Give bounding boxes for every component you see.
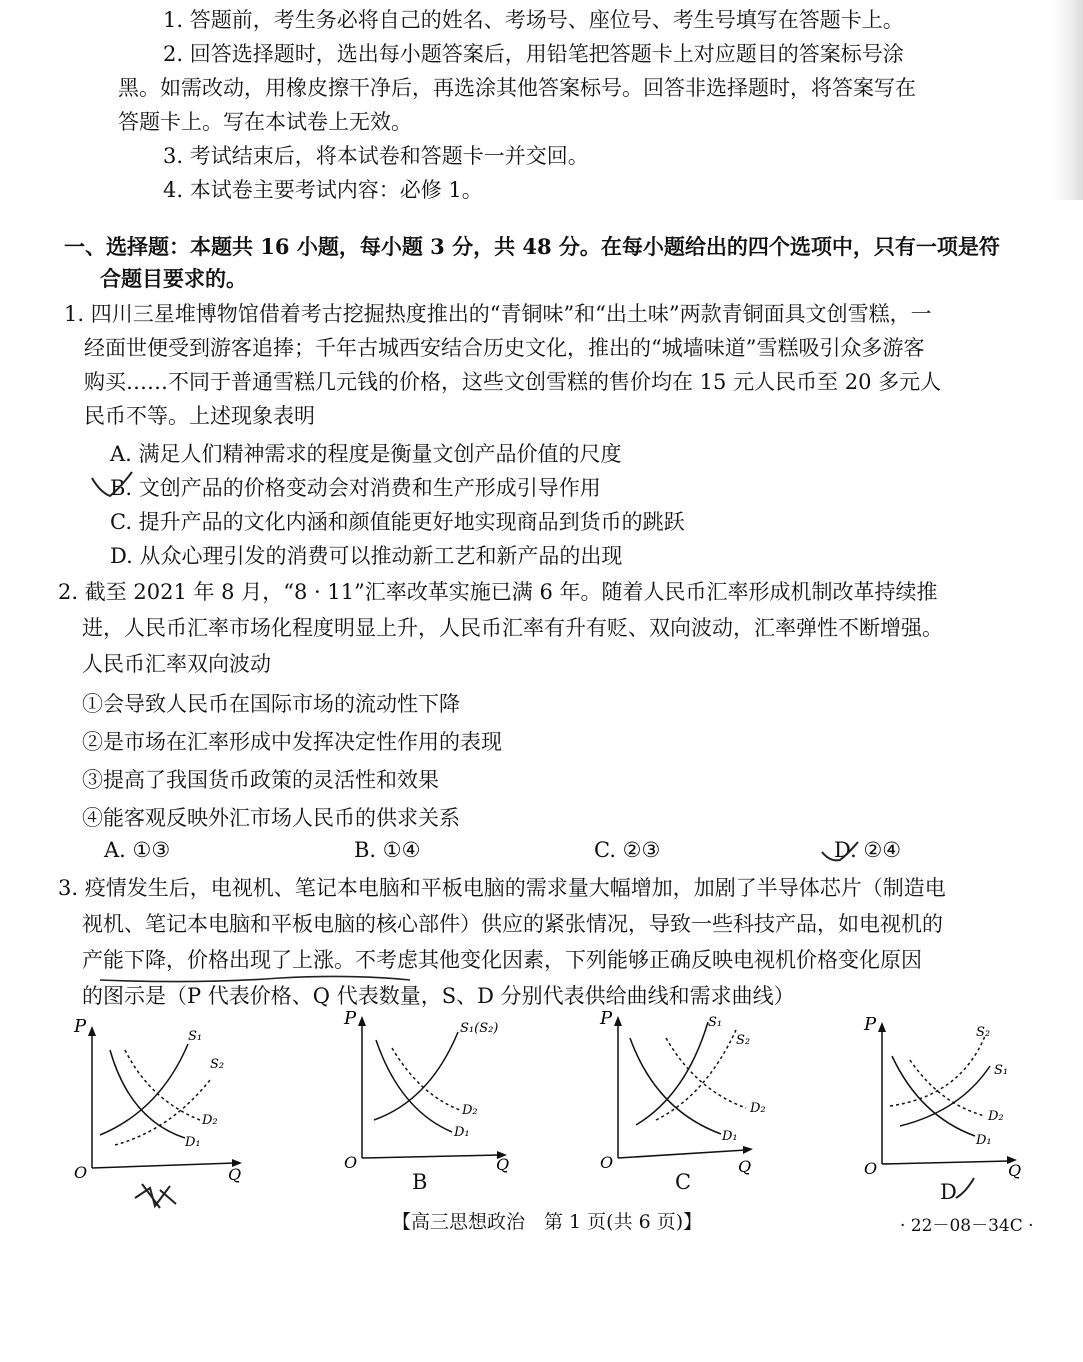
instruction-2-cont: 黑。如需改动，用橡皮擦干净后，再选涂其他答案标号。回答非选择题时，将答案写在 [118,76,916,100]
graph-c-d2-curve [666,1038,746,1108]
graph-c-s1-label: S₁ [708,1015,723,1030]
graph-d-p-label: P [864,1014,877,1035]
graph-c [596,1008,776,1176]
q1-stem-2: 经面世便受到游客追捧；千年古城西安结合历史文化，推出的“城墙味道”雪糕吸引众多游客 [84,336,925,360]
q3-stem-3: 产能下降，价格出现了上涨。不考虑其他变化因素，下列能够正确反映电视机价格变化原因 [82,948,922,972]
q2-choice-c: C. ②③ [594,838,661,862]
graph-a-s1-curve [100,1044,188,1135]
graph-b-q-label: Q [496,1155,510,1174]
instruction-1: 1. 答题前，考生务必将自己的姓名、考场号、座位号、考生号填写在答题卡上。 [163,8,904,32]
q2-choice-b: B. ①④ [354,838,421,862]
graph-b-s-label: S₁(S₂) [460,1021,499,1036]
graph-c-s2-curve [656,1030,736,1120]
graph-d-s2-curve [890,1036,985,1106]
q2-item-3: ③提高了我国货币政策的灵活性和效果 [82,768,439,792]
graph-b [340,1008,520,1174]
q1-stem-4: 民币不等。上述现象表明 [84,404,315,428]
graph-c-p-label: P [600,1008,613,1029]
graph-d-q-label: Q [1008,1161,1022,1180]
q1-handwritten-check [90,468,160,504]
graph-c-o-label: O [600,1153,614,1172]
graph-d-handwritten-check [944,1176,984,1206]
graph-d-caption: D [940,1180,957,1204]
instruction-4: 4. 本试卷主要考试内容：必修 1。 [163,178,483,202]
graph-a-o-label: O [74,1163,88,1182]
section-heading: 一、选择题：本题共 16 小题，每小题 3 分，共 48 分。在每小题给出的四个选项中，只有一项是符 [64,234,1000,259]
graph-b-d2-curve [392,1048,460,1110]
instruction-2: 2. 回答选择题时，选出每小题答案后，用铅笔把答题卡上对应题目的答案标号涂 [163,42,904,66]
q1-option-d: D. 从众心理引发的消费可以推动新工艺和新产品的出现 [110,544,623,568]
graph-b-d1-label: D₁ [454,1125,470,1140]
q1-option-b: B. 文创产品的价格变动会对消费和生产形成引导作用 [110,476,601,500]
graph-c-d1-label: D₁ [722,1129,738,1144]
q2-item-1: ①会导致人民币在国际市场的流动性下降 [82,692,460,716]
graph-d-s1-label: S₁ [994,1063,1009,1078]
q2-stem-1: 2. 截至 2021 年 8 月，“8 · 11”汇率改革实施已满 6 年。随着人民币汇率形成机制改革持续推 [58,580,938,604]
graph-a-s2-label: S₂ [210,1057,225,1072]
q2-stem-2: 进，人民币汇率市场化程度明显上升，人民币汇率有升有贬、双向波动，汇率弹性不断增强。 [82,616,943,640]
instruction-3: 3. 考试结束后，将本试卷和答题卡一并交回。 [163,144,589,168]
q2-choice-d: D. ②④ [834,838,902,862]
q1-stem-1: 1. 四川三星堆博物馆借着考古挖掘热度推出的“青铜味”和“出土味”两款青铜面具文创雪糕，一 [64,302,932,326]
graph-d-d2-label: D₂ [988,1109,1004,1124]
graph-a-d1-label: D₁ [185,1135,201,1150]
graph-b-caption: B [412,1170,428,1194]
q3-stem-2: 视机、笔记本电脑和平板电脑的核心部件）供应的紧张情况，导致一些科技产品，如电视机的 [82,912,943,936]
graph-d-s2-label: S₂ [976,1025,991,1040]
graph-d [860,1014,1040,1180]
graph-a-handwritten-mark [130,1178,190,1218]
graph-d-d2-curve [910,1060,985,1116]
graph-b-d1-curve [376,1040,452,1132]
graph-a-d2-curve [125,1050,200,1120]
graph-a-p-label: P [74,1016,87,1037]
footer-code: · 22－08－34C · [900,1216,1034,1236]
q2-stem-3: 人民币汇率双向波动 [82,652,271,676]
section-heading-cont: 合题目要求的。 [100,266,247,291]
q3-handwritten-underline [80,964,460,984]
graph-c-q-label: Q [738,1157,752,1176]
graph-b-d2-label: D₂ [462,1103,478,1118]
q1-stem-3: 购买……不同于普通雪糕几元钱的价格，这些文创雪糕的售价均在 15 元人民币至 20 多元人 [84,370,942,394]
graph-b-p-label: P [344,1008,357,1029]
q1-option-a: A. 满足人们精神需求的程度是衡量文创产品价值的尺度 [110,442,622,466]
graph-d-d1-label: D₁ [976,1133,992,1148]
graph-a-d2-label: D₂ [202,1113,218,1128]
graph-c-s2-label: S₂ [736,1033,751,1048]
footer-page: 【高三思想政治 第 1 页(共 6 页)】 [392,1211,703,1233]
scan-edge-shadow [1053,0,1083,200]
graph-a [70,1016,250,1184]
q2-choice-a: A. ①③ [104,838,171,862]
q2-item-4: ④能客观反映外汇市场人民币的供求关系 [82,806,460,830]
q3-stem-1: 3. 疫情发生后，电视机、笔记本电脑和平板电脑的需求量大幅增加，加剧了半导体芯片（制造电 [58,876,946,900]
q2-handwritten-check [820,840,880,866]
graph-a-q-label: Q [228,1165,242,1184]
q3-stem-4: 的图示是（P 代表价格、Q 代表数量，S、D 分别代表供给曲线和需求曲线） [82,984,795,1008]
graph-b-o-label: O [344,1153,358,1172]
graph-c-d2-label: D₂ [750,1101,766,1116]
graph-a-s1-label: S₁ [188,1029,203,1044]
graph-d-o-label: O [864,1159,878,1178]
q2-item-2: ②是市场在汇率形成中发挥决定性作用的表现 [82,730,502,754]
graph-c-caption: C [675,1170,692,1194]
q1-option-c: C. 提升产品的文化内涵和颜值能更好地实现商品到货币的跳跃 [110,510,685,534]
instruction-2-cont2: 答题卡上。写在本试卷上无效。 [118,110,412,134]
